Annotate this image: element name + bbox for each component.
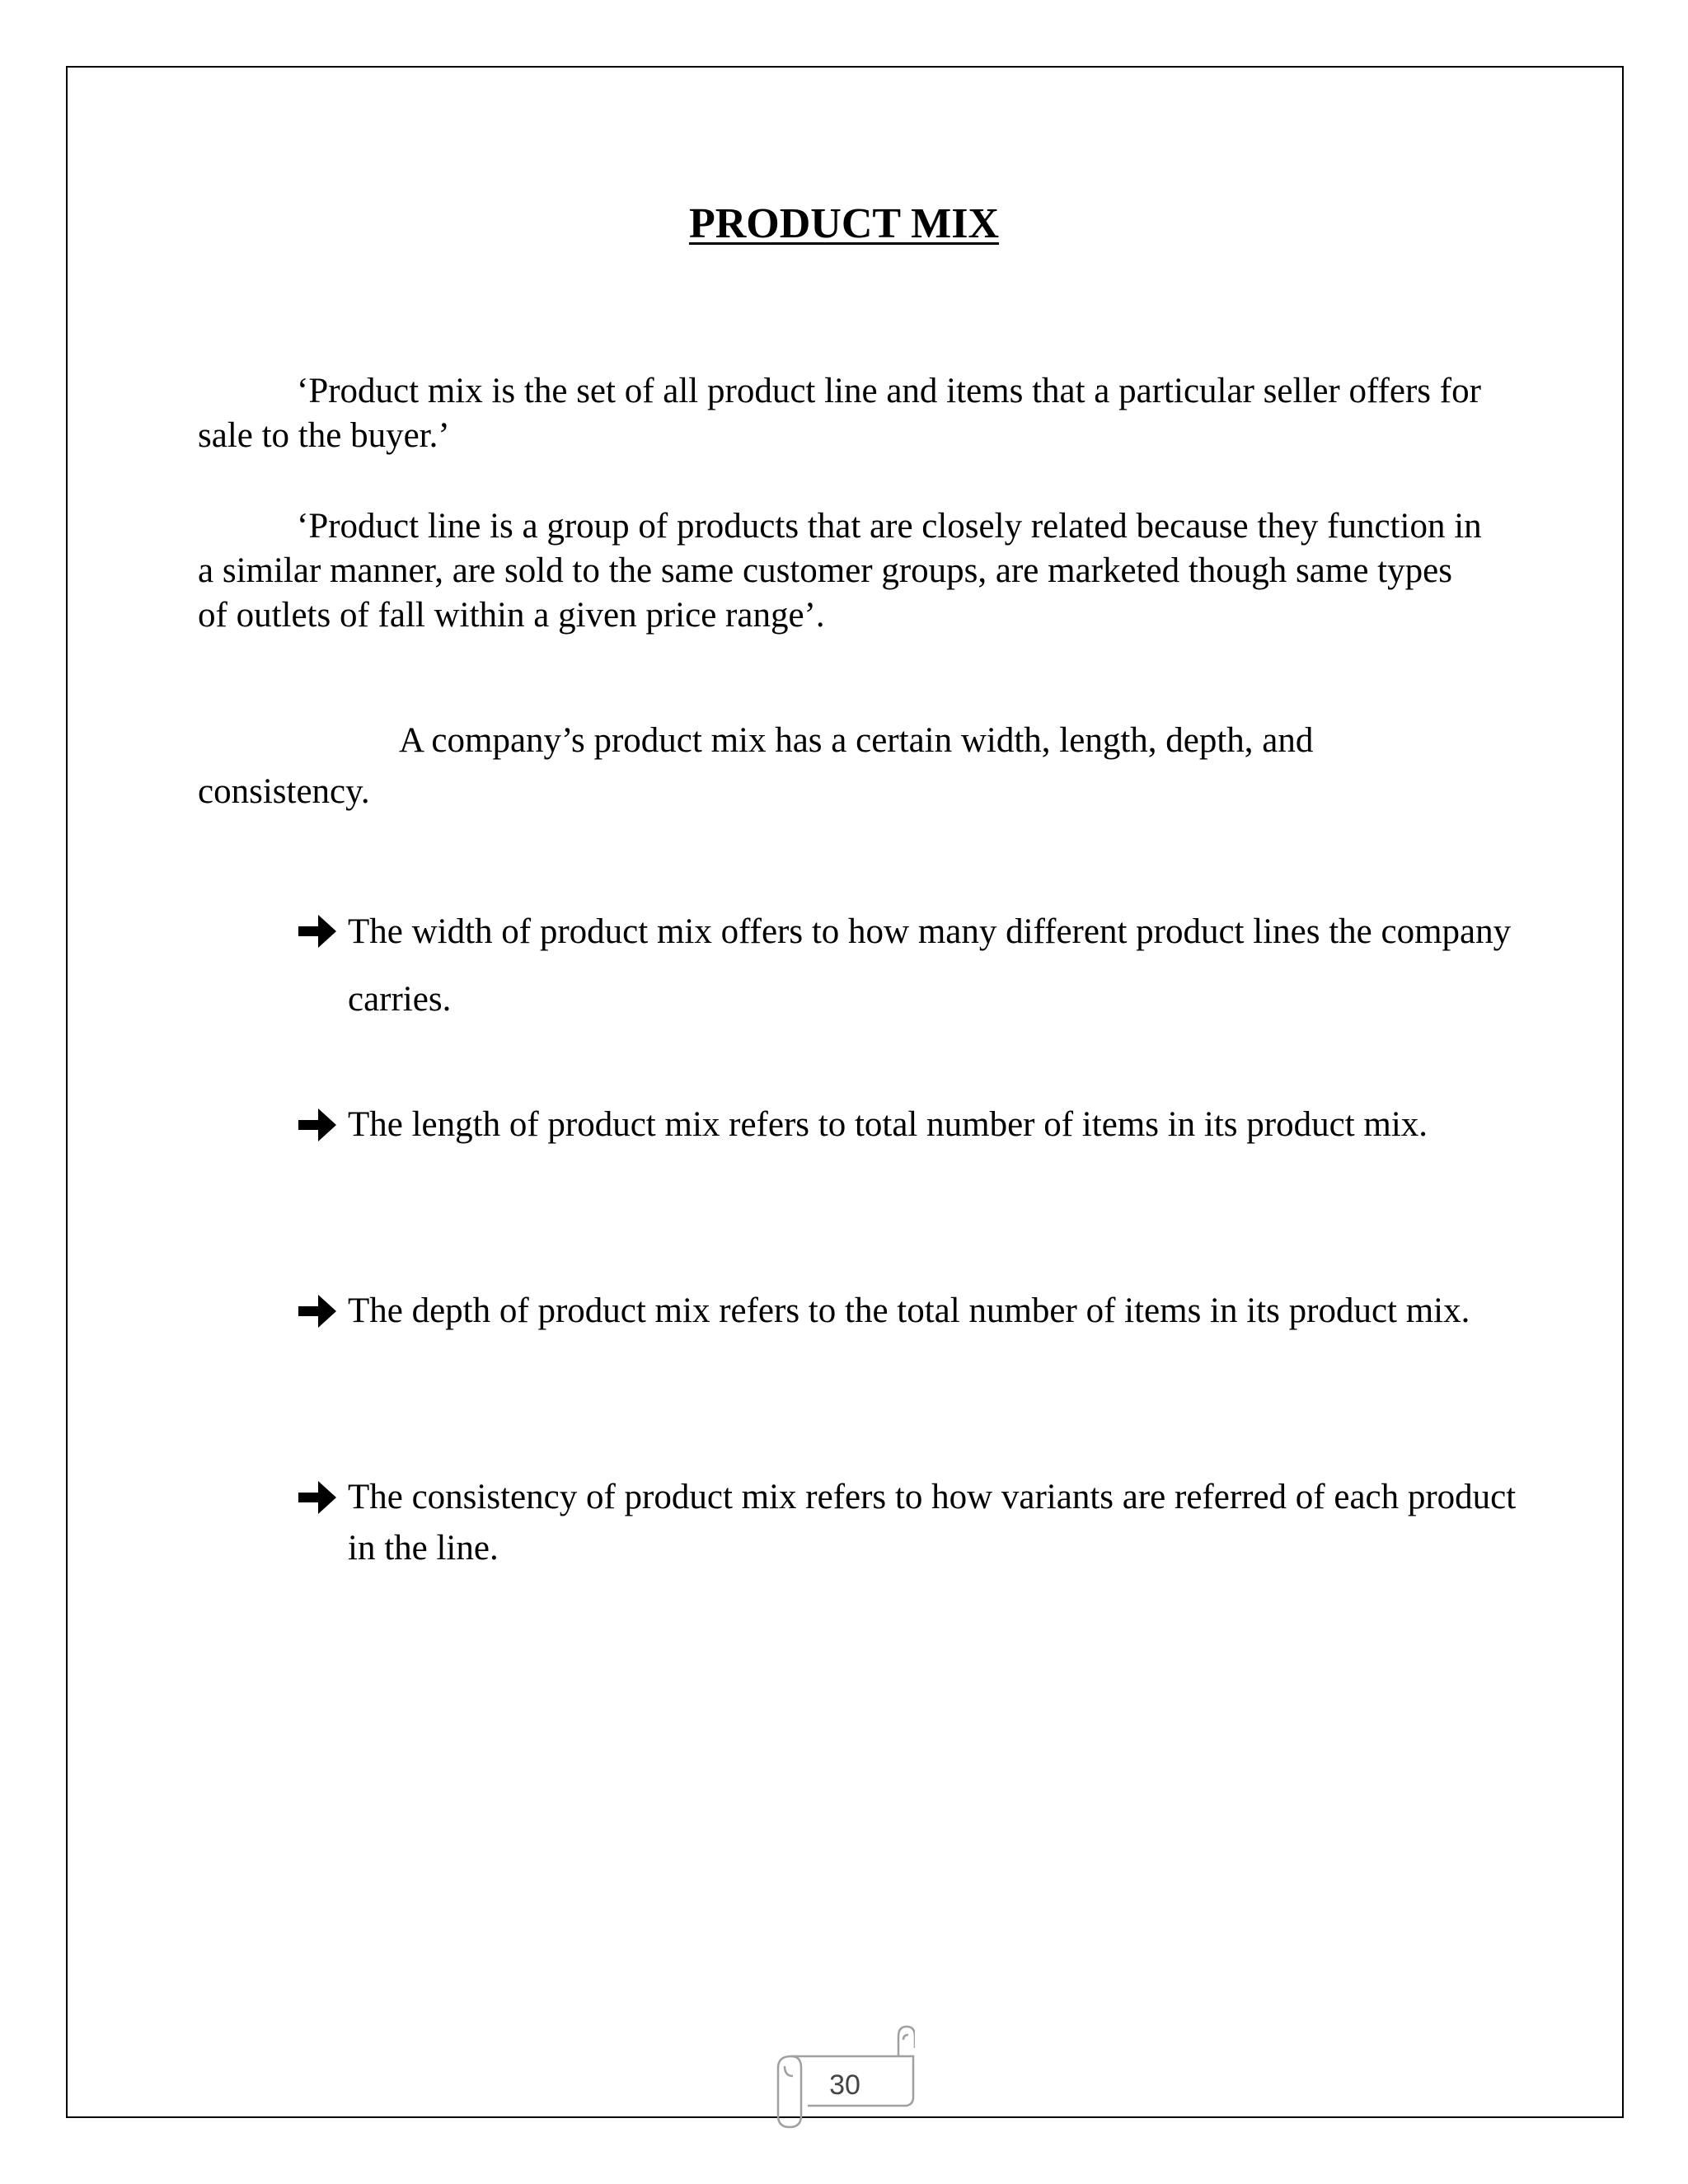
bullet-item-depth	[297, 1286, 1533, 1337]
page-title	[0, 196, 1688, 252]
page-number: 30	[829, 2069, 860, 2101]
page-number-footer	[767, 2015, 915, 2130]
bullet-text: The length of product mix refers to total number of items in its product mix.	[348, 1105, 1428, 1144]
bullet-text: The consistency of product mix refers to how variants are referred of each product in the line.	[348, 1478, 1517, 1568]
bullet-item-width	[297, 898, 1533, 1033]
bullet-item-consistency	[297, 1472, 1533, 1574]
paragraph-product-mix-dimensions	[198, 715, 1484, 818]
paragraph-text: ‘Product mix is the set of all product line and items that a particular seller offers for sale to the buyer.’	[198, 372, 1481, 455]
paragraph-product-line-definition	[198, 504, 1484, 638]
bullet-item-length	[297, 1099, 1533, 1151]
right-arrow-icon	[297, 908, 338, 954]
paragraph-text: A company’s product mix has a certain width, length, depth, and consistency.	[198, 721, 1314, 811]
bullet-text: The width of product mix offers to how many different product lines the company carries.	[348, 912, 1512, 1019]
right-arrow-icon	[297, 1474, 338, 1521]
bullet-text: The depth of product mix refers to the total number of items in its product mix.	[348, 1291, 1470, 1330]
right-arrow-icon	[297, 1102, 338, 1148]
page-title-text: PRODUCT MIX	[688, 200, 1000, 247]
paragraph-product-mix-definition	[198, 369, 1484, 458]
paragraph-text: ‘Product line is a group of products that are closely related because they function in a similar manner, are sold to the same customer groups, are marketed though same types of outlets of fall within a given price range’.	[198, 507, 1482, 635]
right-arrow-icon	[297, 1288, 338, 1334]
